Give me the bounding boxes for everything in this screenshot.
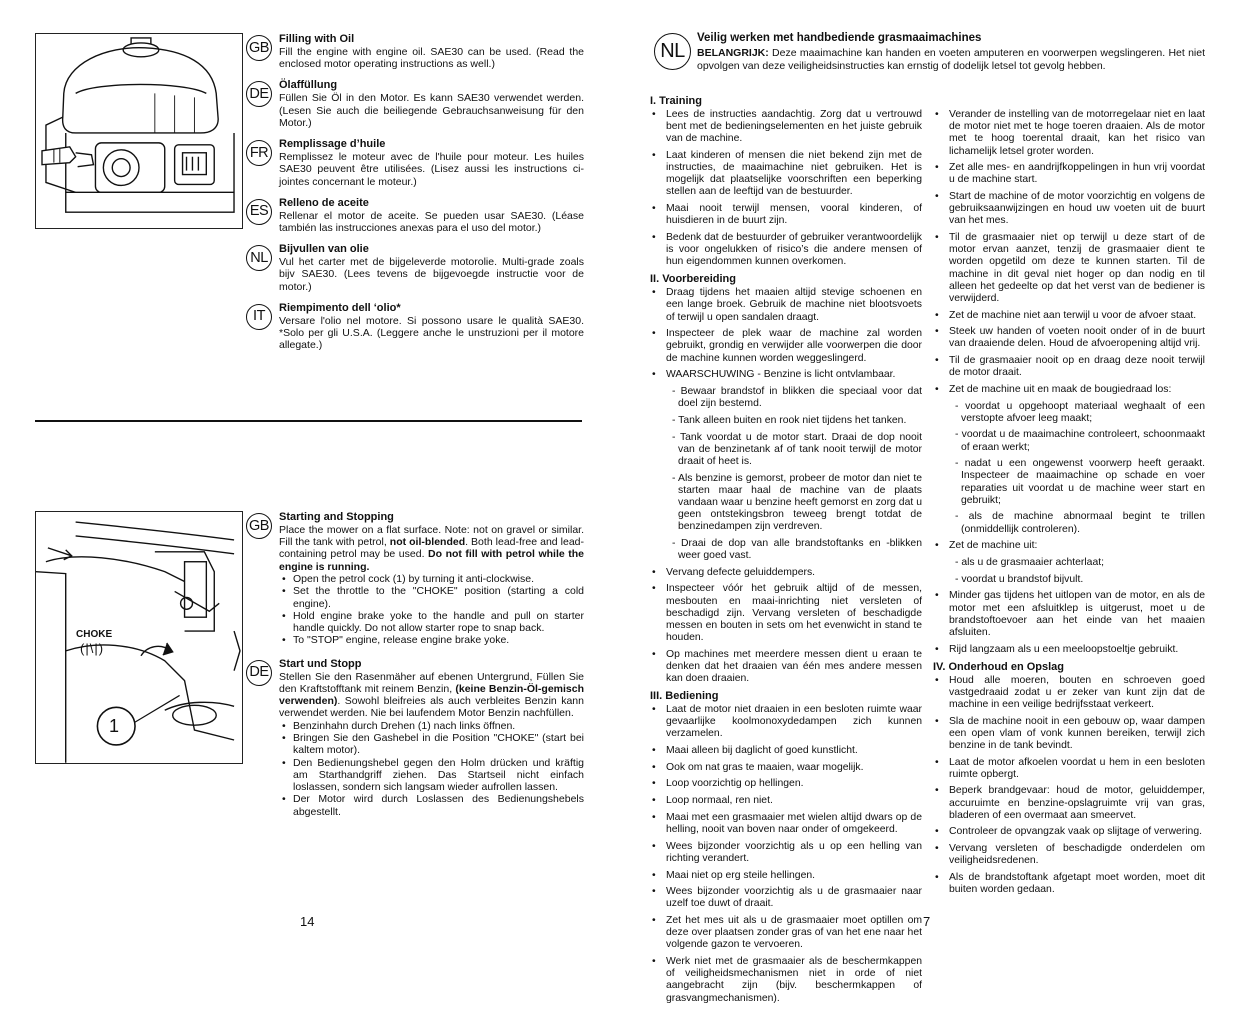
safety-column-right	[933, 109, 1205, 901]
section-start-de	[246, 658, 584, 818]
list-item: • Zet de machine uit:	[933, 540, 1205, 552]
instruction-list	[279, 573, 584, 647]
language-badge: NL	[654, 33, 691, 70]
important-notice: BELANGRIJK: Deze maaimachine kan handen en voeten amputeren en voorwerpen wegslingeren. Het niet opvolgen van deze veiligheidsinstructies kan ernstig of dodelijk letsel tot gevolg hebben.	[697, 47, 1205, 72]
section-title: Remplissage d’huile	[279, 138, 386, 151]
list-item: • Bringen Sie den Gashebel in die Position "CHOKE" (start bei kaltem motor).	[279, 732, 584, 757]
section-heading: I. Training	[650, 95, 702, 107]
list-item: • WAARSCHUWING - Benzine is licht ontvlambaar.	[650, 369, 922, 381]
list-item: • Steek uw handen of voeten nooit onder of in de buurt van draaiende delen. Houd de afvoeropening altijd vrij.	[933, 326, 1205, 350]
section-title: Riempimento dell ‘olio*	[279, 301, 401, 314]
safety-list	[650, 287, 922, 685]
list-item: • Maai nooit terwijl mensen, vooral kinderen, of huisdieren in de buurt zijn.	[650, 203, 922, 227]
list-item: • Verander de instelling van de motorregelaar niet en laat de motor niet met te hoge toeren draaien. Als de motor met te hoog toerental draait, kan het risico van lichamelijk letsel groter worden.	[933, 109, 1205, 158]
list-item: • Minder gas tijdens het uitlopen van de motor, en als de motor met een afsluitklep is uitgerust, moet u de brandstoftoevoer aan het einde van het maaien afsluiten.	[933, 590, 1205, 639]
list-item: • Rijd langzaam als u een meeloopstoeltje gebruikt.	[933, 644, 1205, 656]
sub-item: - voordat u opgehoopt materiaal weghaalt of een verstopte afvoer leeg maakt;	[955, 400, 1205, 424]
safety-list	[933, 675, 1205, 897]
oil-filling-instructions	[246, 33, 584, 352]
list-item: • Op machines met meerdere messen dient u eraan te denken dat het draaien van één mes andere messen kan doen draaien.	[650, 649, 922, 686]
list-item: • Zet alle mes- en aandrijfkoppelingen in hun vrij voordat u de machine start.	[933, 162, 1205, 186]
sub-item: - als de machine abnormaal begint te trillen (onmiddellijk controleren).	[955, 511, 1205, 535]
sub-item: - als u de grasmaaier achterlaat;	[955, 557, 1105, 568]
list-item: • Den Bedienungshebel gegen den Holm drücken und kräftig am Starthandgriff ziehen. Das Startseil nicht einfach loslassen, sondern sich langsam wieder aufrollen lassen.	[279, 757, 584, 794]
section-text: Versare l'olio nel motore. Si possono usare le qualità SAE30. *Solo per gli U.S.A. (Leggere anche le unstruzioni per il motore allegate.)	[279, 314, 584, 352]
section-intro: Stellen Sie den Rasenmäher auf ebenen Untergrund, Füllen Sie den Kraftstofftank mit reinem Benzin, (keine Benzin-Öl-gemisch verwenden). Sowohl bleifreies als auch verbleites Benzin kann verwendet werden. Nie bei laufendem Motor Benzin nachfüllen.	[279, 670, 585, 720]
safety-column-left	[650, 95, 922, 1009]
list-item: • Zet het mes uit als u de grasmaaier moet optillen om deze over plaatsen zonder gras of van het ene naar het volgende gazon te vervoeren.	[650, 915, 922, 952]
list-item: • Vervang versleten of beschadigde onderdelen om veiligheidsredenen.	[933, 843, 1205, 867]
section-title: Start und Stopp	[279, 657, 362, 670]
section-oil-fr	[246, 138, 584, 188]
list-item: • Zet de machine niet aan terwijl u voor de afvoer staat.	[933, 310, 1205, 322]
list-item: • Inspecteer vóór het gebruik altijd of de messen, mesbouten en maai-inrichting niet versleten of beschadigd zijn. Vervang versleten of beschadigde messen en bouten in sets om het evenwicht in stand te houden.	[650, 583, 922, 644]
list-item: • Der Motor wird durch Loslassen des Bedienungshebels abgestellt.	[279, 793, 584, 818]
language-badge: FR	[246, 140, 272, 166]
language-badge: GB	[246, 35, 272, 61]
section-text: Vul het carter met de bijgeleverde motorolie. Multi-grade zoals bijv SAE30. (Lees tevens de bijgevoegde instructie voor de motor.)	[279, 256, 584, 293]
list-item: • Controleer de opvangzak vaak op slijtage of verwering.	[933, 826, 1205, 838]
section-heading: II. Voorbereiding	[650, 273, 736, 286]
list-item: • Bedenk dat de bestuurder of gebruiker verantwoordelijk is voor ongelukken of risico’s die andere mensen of hun eigendommen kunnen overkomen.	[650, 232, 922, 269]
section-title: Filling with Oil	[279, 33, 355, 45]
sub-item: - voordat u brandstof bijvult.	[955, 573, 1084, 585]
list-item: • Start de machine of de motor voorzichtig en volgens de gebruiksaanwijzingen en houd uw voeten uit de buurt van het mes.	[933, 191, 1205, 228]
safety-list	[933, 109, 1205, 656]
instruction-list	[279, 720, 584, 818]
right-page	[617, 0, 1235, 1004]
list-item: • Til de grasmaaier niet op terwijl u deze start of de motor ervan aanzet, tenzij de grasmaaier dient te worden opgetild om deze te kunnen starten. Til de machine in dit geval niet hoger op dan nodig en til alleen het gedeelte op dat het verst van de bediener is verwijderd.	[933, 232, 1205, 305]
starting-illustration	[35, 511, 243, 764]
choke-symbol: (|\|)	[80, 641, 105, 656]
choke-label: CHOKE	[76, 629, 113, 640]
language-badge: IT	[246, 304, 272, 330]
list-item: • Maai met een grasmaaier met wielen altijd dwars op de helling, nooit van boven naar onder of omgekeerd.	[650, 812, 922, 836]
list-item: • Ook om nat gras te maaien, waar mogelijk.	[650, 762, 922, 774]
list-item: • Vervang defecte geluiddempers.	[650, 567, 922, 579]
language-badge: DE	[246, 660, 272, 686]
list-item: • Wees bijzonder voorzichtig als u op een helling van richting verandert.	[650, 841, 922, 865]
list-item: • Open the petrol cock (1) by turning it anti-clockwise.	[279, 573, 584, 585]
list-item: • Maai niet op erg steile hellingen.	[650, 870, 922, 882]
list-item: • Draag tijdens het maaien altijd stevige schoenen en een lange broek. Gebruik de machine niet blootsvoets of terwijl u open sandalen draagt.	[650, 287, 922, 324]
callout-number: 1	[109, 716, 120, 736]
section-oil-de	[246, 79, 584, 129]
list-item: • Loop normaal, ren niet.	[650, 795, 922, 807]
section-title: Bijvullen van olie	[279, 243, 369, 256]
section-text: Fill the engine with engine oil. SAE30 can be used. (Read the enclosed motor operating instructions as well.)	[279, 45, 584, 71]
section-text: Füllen Sie Öl in den Motor. Es kann SAE30 verwendet werden. (Lesen Sie auch die beiliegende Gebrauchsanweisung für den Motor.)	[279, 92, 584, 129]
section-oil-es	[246, 197, 584, 234]
list-item: • Als de brandstoftank afgetapt moet worden, moet dit buiten worden gedaan.	[933, 872, 1205, 896]
left-page	[0, 0, 617, 954]
list-item: • Set the throttle to the "CHOKE" position (starting a cold engine).	[279, 585, 584, 610]
section-title: Relleno de aceite	[279, 196, 369, 209]
list-item: • Wees bijzonder voorzichtig als u de grasmaaier naar uzelf toe duwt of draait.	[650, 886, 922, 910]
sub-item: - voordat u de maaimachine controleert, schoonmaakt of eraan werkt;	[955, 429, 1205, 453]
page-number: 7	[923, 914, 931, 929]
list-item: • Loop voorzichtig op hellingen.	[650, 778, 922, 790]
safety-list	[650, 109, 922, 269]
list-item: • Inspecteer de plek waar de machine zal worden gebruikt, grondig en verwijder alle voorwerpen die door de machine kunnen worden weggeslingerd.	[650, 328, 922, 365]
section-oil-it	[246, 302, 584, 352]
page-number: 14	[300, 914, 315, 929]
section-intro: Place the mower on a flat surface. Note: not on gravel or similar. Fill the tank with petrol, not oil-blended. Both lead-free and lead-containing petrol may be used. Do not fill with petrol while the engine is running.	[279, 523, 585, 573]
section-heading: III. Bediening	[650, 690, 719, 703]
sub-item: - Tank voordat u de motor start. Draai de dop nooit van de benzinetank af of tank nooit terwijl de motor draait of heet is.	[672, 431, 922, 467]
list-item: • Hold engine brake yoke to the handle and pull on starter handle quickly. Do not allow starter rope to snap back.	[279, 610, 584, 635]
section-oil-gb	[246, 33, 584, 70]
list-item: • Lees de instructies aandachtig. Zorg dat u vertrouwd bent met de bedieningselementen en het juiste gebruik van de machine.	[650, 109, 922, 146]
sub-item: - Als benzine is gemorst, probeer de motor dan niet te starten maar haal de machine van de plaats vandaan waar u benzine heeft gemorst en zorg dat u geen ontstekingsbron teweeg brengt totdat de benzinedampen zijn verdreven.	[672, 472, 922, 533]
list-item: • Werk niet met de grasmaaier als de beschermkappen of veiligheidsmechanismen niet in orde of niet aangebracht zijn (bijv. beschermkappen of grasvangmechanismen).	[650, 956, 922, 1005]
engine-drawing	[36, 34, 242, 228]
safety-header	[697, 32, 1205, 72]
list-item: • Til de grasmaaier nooit op en draag deze nooit terwijl de motor draait.	[933, 355, 1205, 379]
list-item: • Maai alleen bij daglicht of goed kunstlicht.	[650, 745, 922, 757]
list-item: • Beperk brandgevaar: houd de motor, geluiddemper, accuruimte en benzine-opslagruimte vrij van gras, bladeren of een overmaat aan smeervet.	[933, 785, 1205, 822]
sub-item: - Draai de dop van alle brandstoftanks en -blikken weer goed vast.	[672, 537, 922, 562]
sub-item: - nadat u een ongewenst voorwerp heeft geraakt. Inspecteer de maaimachine op schade en voer reparaties uit voordat u de machine weer start en gebruikt;	[955, 458, 1205, 506]
language-badge: NL	[246, 245, 272, 271]
list-item: • To "STOP" engine, release engine brake yoke.	[279, 634, 584, 646]
starting-instructions	[246, 511, 584, 818]
section-oil-nl	[246, 243, 584, 293]
list-item: • Houd alle moeren, bouten en schroeven goed vastgedraaid zodat u er zeker van kunt zijn dat de machine in een veilige bedrijfsstaat verkeert.	[933, 675, 1205, 712]
page-title: Veilig werken met handbediende grasmaaimachines	[697, 32, 982, 44]
sub-item: - Tank alleen buiten en rook niet tijdens het tanken.	[672, 414, 907, 426]
language-badge: GB	[246, 513, 272, 539]
language-badge: DE	[246, 81, 272, 107]
list-item: • Sla de machine nooit in een gebouw op, waar dampen een open vlam of vonk kunnen bereiken, terwijl zich benzine in de tank bevindt.	[933, 716, 1205, 753]
list-item: • Laat de motor afkoelen voordat u hem in een besloten ruimte opbergt.	[933, 757, 1205, 781]
section-text: Rellenar el motor de aceite. Se pueden usar SAE30. (Léase también las instrucciones anexas para el uso del motor.)	[279, 209, 584, 234]
section-divider	[35, 420, 582, 422]
sub-item: - Bewaar brandstof in blikken die speciaal voor dat doel zijn bestemd.	[672, 385, 922, 410]
section-start-gb	[246, 511, 584, 647]
section-text: Remplissez le moteur avec de l'huile pour moteur. Les huiles SAE30 peuvent être utilisées. (Lisez aussi les instructions ci-jointes concernant le moteur.)	[279, 150, 584, 188]
list-item: • Benzinhahn durch Drehen (1) nach links öffnen.	[279, 720, 584, 732]
starting-drawing	[36, 512, 242, 763]
section-heading: IV. Onderhoud en Opslag	[933, 660, 1065, 673]
language-badge: ES	[246, 199, 272, 225]
list-item: • Laat kinderen of mensen die niet bekend zijn met de instructies, de maaimachine niet gebruiken. Het is mogelijk dat plaatselijke voorschriften een beperking stellen aan de leeftijd van de bestuurder.	[650, 150, 922, 199]
safety-list	[650, 704, 922, 1005]
engine-oil-illustration	[35, 33, 243, 229]
section-title: Starting and Stopping	[279, 511, 394, 523]
list-item: • Zet de machine uit en maak de bougiedraad los:	[933, 384, 1205, 396]
section-title: Ölaffüllung	[279, 79, 338, 92]
list-item: • Laat de motor niet draaien in een besloten ruimte waar gevaarlijke koolmonoxydedampen zich kunnen verzamelen.	[650, 704, 922, 741]
